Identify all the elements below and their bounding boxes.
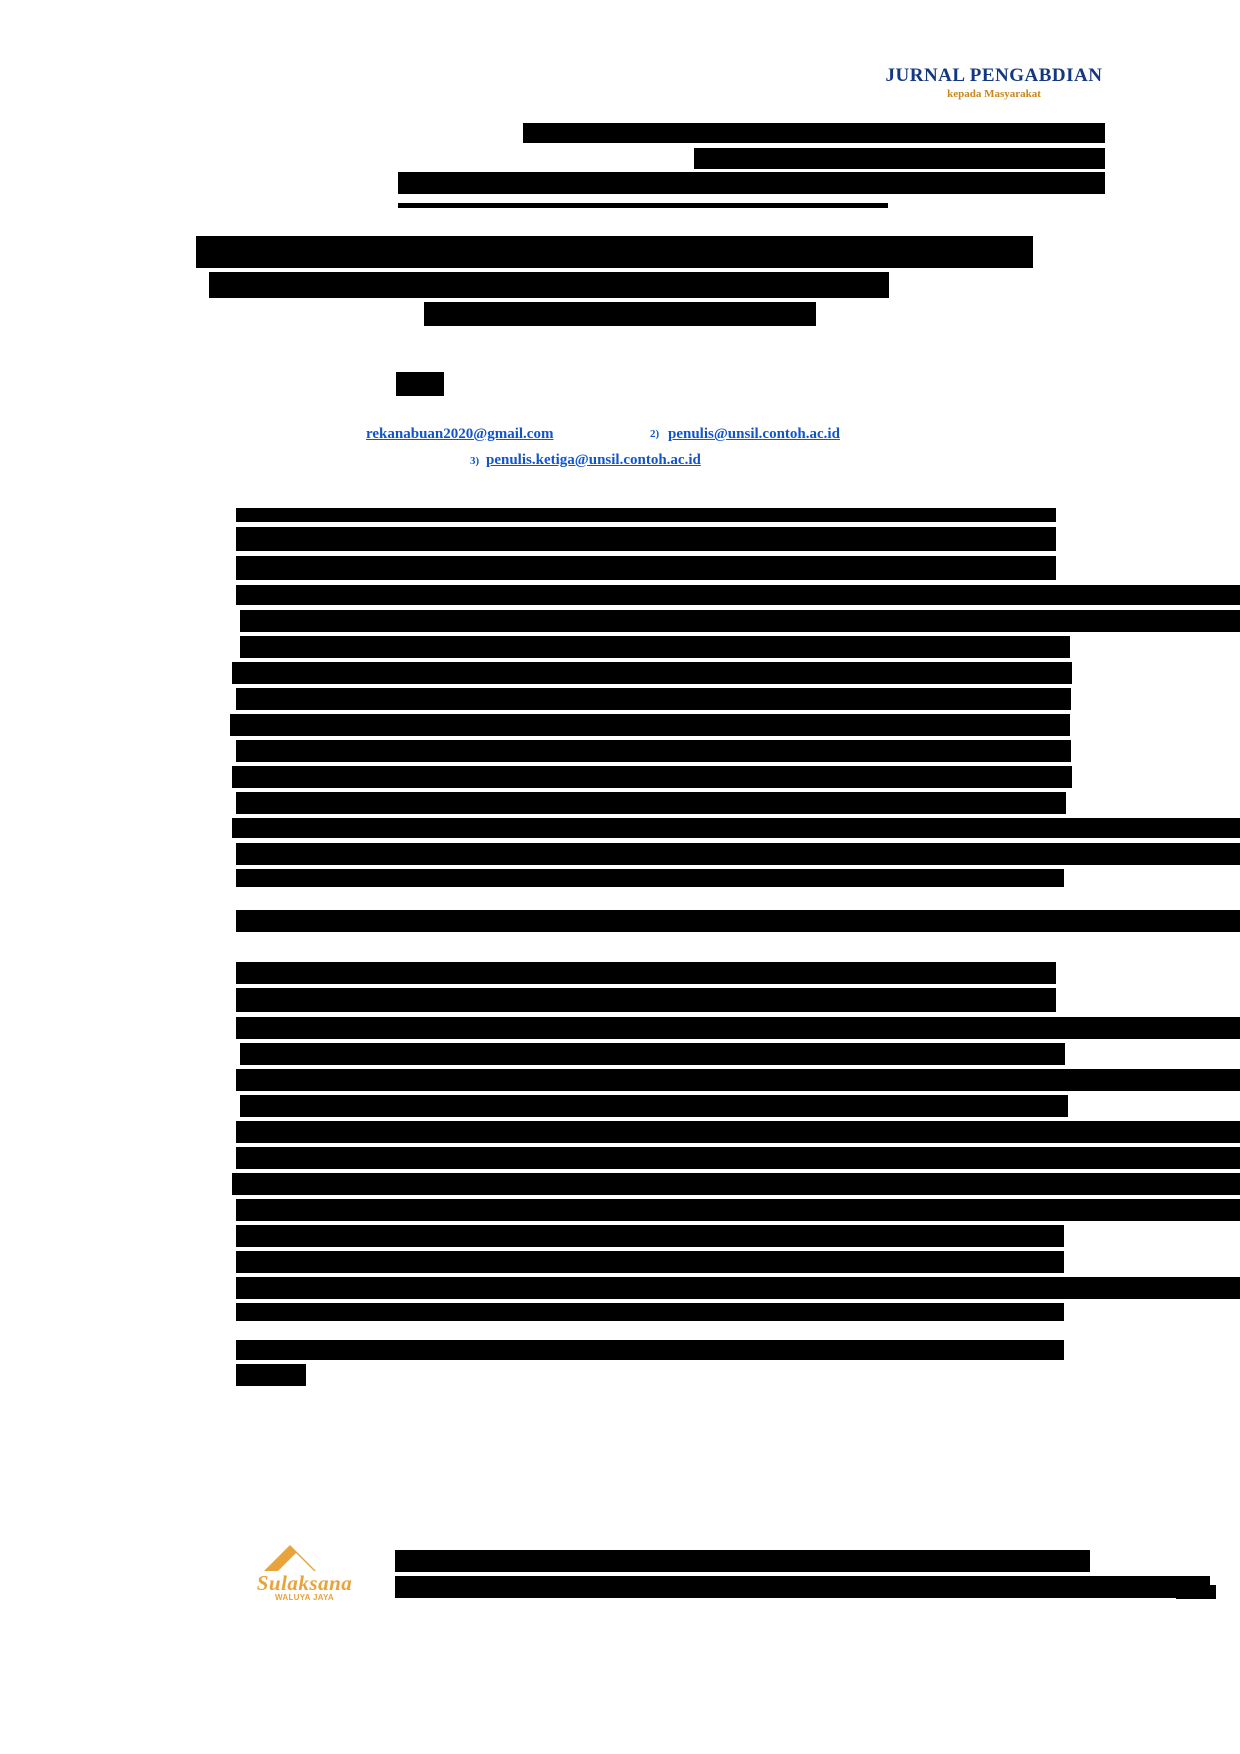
article-authors <box>424 302 816 326</box>
abstract-line-3 <box>240 1043 1065 1065</box>
abstract-heading <box>236 962 1056 984</box>
email-link-1[interactable] <box>366 426 553 443</box>
header-url-line <box>398 172 1105 194</box>
abstrak-line-11 <box>236 792 1066 814</box>
abstrak-line-7 <box>236 688 1071 710</box>
abstrak-line-2 <box>236 556 1056 580</box>
abstrak-line-12 <box>232 818 1240 838</box>
abstract-line-9 <box>236 1199 1240 1221</box>
email-link-2[interactable] <box>668 426 840 443</box>
keywords-line-2 <box>236 1364 306 1386</box>
abstract-line-8 <box>232 1173 1240 1195</box>
header-volume-line <box>694 148 1105 169</box>
abstract-line-4 <box>236 1069 1240 1091</box>
logo-wordmark: Sulaksana <box>256 1571 353 1595</box>
abstrak-heading <box>236 508 1056 522</box>
abstrak-line-8 <box>230 714 1070 736</box>
abstrak-line-3 <box>236 585 1240 605</box>
abstrak-line-1 <box>236 527 1056 551</box>
abstrak-line-4 <box>240 610 1240 632</box>
abstrak-line-13 <box>236 843 1240 865</box>
article-title-line2 <box>209 272 889 298</box>
abstract-line-2 <box>236 1017 1240 1039</box>
abstract-line-13 <box>236 1303 1064 1321</box>
journal-title: JURNAL PENGABDIAN <box>885 65 1103 86</box>
email-separator-3: 3) <box>470 455 480 467</box>
footer-citation-line2 <box>395 1576 1210 1598</box>
logo-tagline: WALUYA JAYA <box>274 1593 335 1602</box>
email-separator-2: 2) <box>650 428 660 440</box>
journal-subtitle: kepada Masyarakat <box>947 87 1041 100</box>
header-issn-line <box>523 123 1105 143</box>
abstract-line-12 <box>236 1277 1240 1299</box>
article-title <box>196 236 1033 268</box>
abstract-line-10 <box>236 1225 1064 1247</box>
footer-citation <box>395 1550 1090 1572</box>
keywords-line <box>236 1340 1064 1360</box>
abstrak-line-6 <box>232 662 1072 684</box>
footer-page-number <box>1176 1585 1216 1599</box>
mountain-inner-icon <box>278 1553 314 1571</box>
abstract-line-6 <box>236 1121 1240 1143</box>
abstrak-line-5 <box>240 636 1070 658</box>
email-3-text: penulis.ketiga@unsil.contoh.ac.id <box>486 452 701 468</box>
email-1-text: rekanabuan2020@gmail.com <box>366 426 554 442</box>
kata-kunci-line <box>236 910 1240 932</box>
abstrak-line-9 <box>236 740 1071 762</box>
abstrak-line-14 <box>236 869 1064 887</box>
header-rule <box>398 203 888 208</box>
abstract-line-11 <box>236 1251 1064 1273</box>
abstract-line-5 <box>240 1095 1068 1117</box>
abstract-line-1 <box>236 988 1056 1012</box>
abstract-line-7 <box>236 1147 1240 1169</box>
journal-masthead <box>884 66 1104 100</box>
abstrak-line-10 <box>232 766 1072 788</box>
email-link-3[interactable] <box>486 452 701 469</box>
publisher-logo <box>222 1545 387 1602</box>
email-2-text: penulis@unsil.contoh.ac.id <box>668 426 840 442</box>
article-affiliation <box>396 372 444 396</box>
